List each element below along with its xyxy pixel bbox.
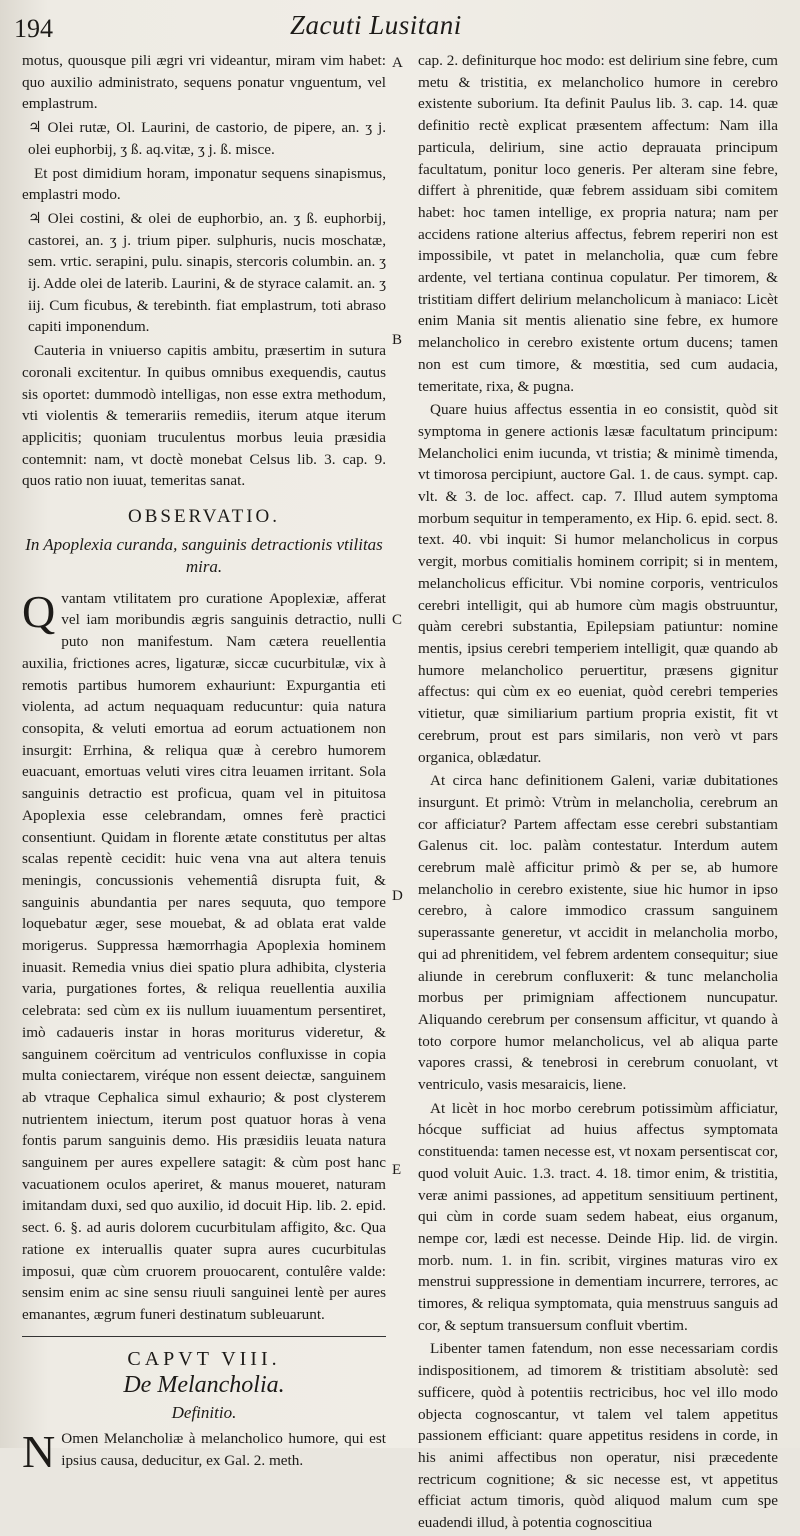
observation-heading: OBSERVATIO. xyxy=(127,506,280,528)
left-column xyxy=(22,50,386,1478)
paragraph: cap. 2. definiturque hoc modo: est delirium sine febre, cum metu & tristitia, ex melancholico humore in cerebro existente suborium. Ita definit Paulus lib. 3. cap. 14. quæ definitio rectè explicat præsentem affectum: Nam illa particula, delirium, sine actio deprauata principum facultatum, ponitur loco generis. Per alteram sine febre, differt à phrenitide, quæ febrem assiduam sibi comitem habet: hoc tamen intellige, ex propria natura; nam per accidens ratione alterius affectus, febrem reperiri non est impossibile, vt patet in melancholia, quæ cum febre ardente, vel tertiana continua copulatur. Per timorem, & tristitiam differt delirium melancholicum à maniaco: Licèt enim Mania sit mentis alienatio sine febre, ex humore melancholico in cerebro existente ortum ducens; tamen non est cum timore, & mœstitia, sed cum audacia, temeritate, rixa, & pugna. xyxy=(418,52,778,395)
margin-letter-c: C xyxy=(392,612,403,628)
divider xyxy=(22,1336,386,1337)
paragraph: At licèt in hoc morbo cerebrum potissimùm afficiatur, hócque sufficiat ad huius affectus symptomata constituenda: tamen necesse est, vt noxam persentiscat cor, quod voluit Auic. 1.3. tract. 4. 18. timor enim, & tristitia, veræ animi passiones, ad appetitum sensitiuum pertinent, qui cùm in corde suam sedem habeat, eius organum, nempe cor, lædi est necesse. Deinde Hip. lid. de virgin. morb. num. 1. in fin. scribit, virgines maturas viro ex menstrui suppressione in dementiam incurrere, terrores, ac timores, & reliqua symptomata, quia menstruus sanguis ad cor, & septum transuersum confluit vbertim. xyxy=(418,1099,778,1334)
paragraph: Quare huius affectus essentia in eo consistit, quòd sit symptoma in genere actionis læsæ facultatum principum: Melancholici enim iucunda, vt tristia; & minimè timenda, vt timorosa percipiunt, auctore Gal. 1. de caus. sympt. cap. vlt. & 3. de loc. affect. cap. 7. Illud autem symptoma morbum sequitur in temperamento, ex Hip. 6. epid. sect. 8. text. 40. vbi inquit: Si humor melancholicus in corpus vergit, morbus comitialis hominem corripit; si in mentem, melancholicus efficitur. Vbi nomine corporis, ventriculos cerebri intelligit, qui ab humore cùm magis obstruuntur, quàm cerebri substantia, Epilepsiam patiuntur: nomine mentis, ipsius cerebri temperiem intelligit, quæ quando ab humore melancholico peruertitur, præsens gignitur affectus: qui cùm ex eo eueniat, quòd cerebri temperies vitietur, quæ similiarium partium propria existit, fit vt cerebrum, prout est pars similaris, non verò vt pars organica, oblædatur. xyxy=(418,401,778,766)
paragraph: motus, quousque pili ægri vri videantur, miram vim habet: quo auxilio administrato, sequens ponatur vnguentum, vel emplastrum. xyxy=(22,52,386,113)
paragraph: Libenter tamen fatendum, non esse necessariam cordis indispositionem, ad timorem & tristitiam absolutè: sed sufficere, quòd à potentiis rectricibus, hoc vel illo modo objecta cognoscantur, vt talem vel talem appetitus passionem efficiant: quare appetitus residens in corde, in his animi affectibus non operatur, nisi præcedente rectricum cognitione; & sic necesse est, vt appetitus efficiat actum timoris, quòd aliquod malum cum spe euadendi illud, à potentia cognoscitiua xyxy=(418,1340,778,1532)
observation-text xyxy=(22,585,386,1326)
paragraph: Cauteria in vniuerso capitis ambitu, præsertim in sutura coronali excitentur. In quibus omnibus exequendis, cautus sis oportet: dummodò intelligas, non esse extra methodum, vti violentis & temerariis remediis, iterum atque iterum applicitis; quoniam truculentus morbus leuia præsidia contemnit: nam, vt doctè monebat Celsus lib. 3. cap. 9. quos ratio non iuuat, temeritas sanat. xyxy=(22,342,386,490)
observation-subtitle: In Apoplexia curanda, sanguinis detractionis vtilitas mira. xyxy=(25,534,383,576)
page-number: 194 xyxy=(14,14,53,43)
chapter-subtitle: De Melancholia. xyxy=(123,1372,285,1399)
margin-letter-d: D xyxy=(392,888,403,904)
margin-letter-b: B xyxy=(392,332,403,348)
margin-letter-e: E xyxy=(392,1162,402,1178)
recipe-paragraph: ♃ Olei rutæ, Ol. Laurini, de castorio, de pipere, an. ʒ j. olei euphorbij, ʒ ß. aq.vitæ, ʒ j. ß. misce. xyxy=(28,119,386,158)
section-heading: Definitio. xyxy=(171,1403,237,1423)
drop-cap: N xyxy=(22,1426,56,1478)
chapter-heading: CAPVT VIII. xyxy=(127,1347,281,1370)
recipe-paragraph: ♃ Olei costini, & olei de euphorbio, an. ʒ ß. euphorbij, castorei, an. ʒ j. trium piper. sulphuris, nucis moschatæ, sem. vrtic. serapini, pulu. sinapis, stercoris columbin. an. ʒ ij. Adde olei de laterib. Laurini, & de styrace calamit. an. ʒ iij. Cum ficubus, & terebinth. fiat emplastrum, toti abraso capiti imponendum. xyxy=(28,209,386,336)
chapter-opening-body: Omen Melancholiæ à melancholico humore, qui est ipsius causa, deducitur, ex Gal. 2. meth. xyxy=(61,1430,386,1469)
chapter-opening xyxy=(22,1426,386,1478)
paragraph: At circa hanc definitionem Galeni, variæ dubitationes insurgunt. Et primò: Vtrùm in melancholia, cerebrum an cor afficiatur? Partem affectam esse cerebri substantiam Galenus cit. loc. palàm contestatur. Interdum autem cerebrum malè afficitur primò & per se, ab humore melancholio in cerebro existente, siue hic humor in ipso cerebro, à calore immodico crassum sanguinem superassante generetur, vt accidit in melancholia morbo, qui ad phrenitidem, vel febrem ardentem consequitur; siue aliunde in cerebrum confluxerit: & tunc melancholia morbus per primigniam affectionem nuncupatur. Aliquando cerebrum per consensum afficitur, vt quando à toto corpore humor melancholicus, vel ab aliqua parte vapores crassi, & tenebrosi in cerebrum conuolant, vt ventriculo, vasis mesaraicis, liene. xyxy=(418,772,778,1094)
paragraph: Et post dimidium horam, imponatur sequens sinapismus, emplastri modo. xyxy=(22,164,386,204)
margin-letter-a: A xyxy=(392,55,403,71)
running-title: Zacuti Lusitani xyxy=(290,10,462,40)
right-column xyxy=(418,50,778,1536)
observation-body: vantam vtilitatem pro curatione Apoplexiæ, afferat vel iam moribundis ægris sanguinis detractio, nulli puto non manifestum. Nam cætera reuellentia auxilia, frictiones acres, ligaturæ, siccæ cucurbitulæ, vix à remotis partibus humorem exhauriunt: Expurgantia eti violenta, ad actum nequaquam reducuntur: quia natura consopita, & veluti emortua ad eorum actuationem non insurgit: Errhina, & reliqua quæ à cerebro humorem euacuant, emortuas veluti vires citra leuamen irritant. Sola sanguinis detractio est proficua, quam vel in pituitosa Apoplexia esse celebrandam, omnes ferè practici consentiunt. Quidam in florente ætate constitutus per altas scalas repentè cecidit: huic vena vna aut altera tenuis meningis, concussionis vehementiâ disrupta fuit, & sanguinis abundantia per nares sequuta, quo tempore loquebatur æger, sese mouebat, & ad oblata erat valde morigerus. Suppressa hæmorrhagia Apoplexia hominem inuasit. Remedia vnius diei spatio plura adhibita, clysteria varia, purgationes fortes, & reliqua reuellentia auxilia celebrata: sed cùm ex iis nullum iuuamentum persentiret, imò cadaueris instar in horas moriturus videretur, & sanguinem coërcitum ad ventriculos confluxisse in copia multa coniectarem, viréque non essent deiectæ, sanguinem ab vtraque Cephalica simul exhaurio; & post clysterem nutrientem iniectum, iterum post quatuor horas à vena fontis parum sanguinis demo. His præsidiis leuata natura sanguinem per aures expellere satagit: & cùm post hanc vacuationem oculos aperiret, & manus moueret, naturam imitandam duxi, sed quo auxilio, id docuit Hip. lib. 2. epid. sect. 6. §. ad auris dolorem cucurbitulam affigito, &c. Qua ratione ex interuallis quater supra aures cucurbitulas imposui, quæ cùm cruorem prouocarent, contulêre valde: sensim enim ac sine sensu riuuli sanguinei lentè per aures emanantes, ægrum funeri destinatum subleuarunt. xyxy=(22,589,386,1323)
drop-cap: Q xyxy=(22,585,56,637)
